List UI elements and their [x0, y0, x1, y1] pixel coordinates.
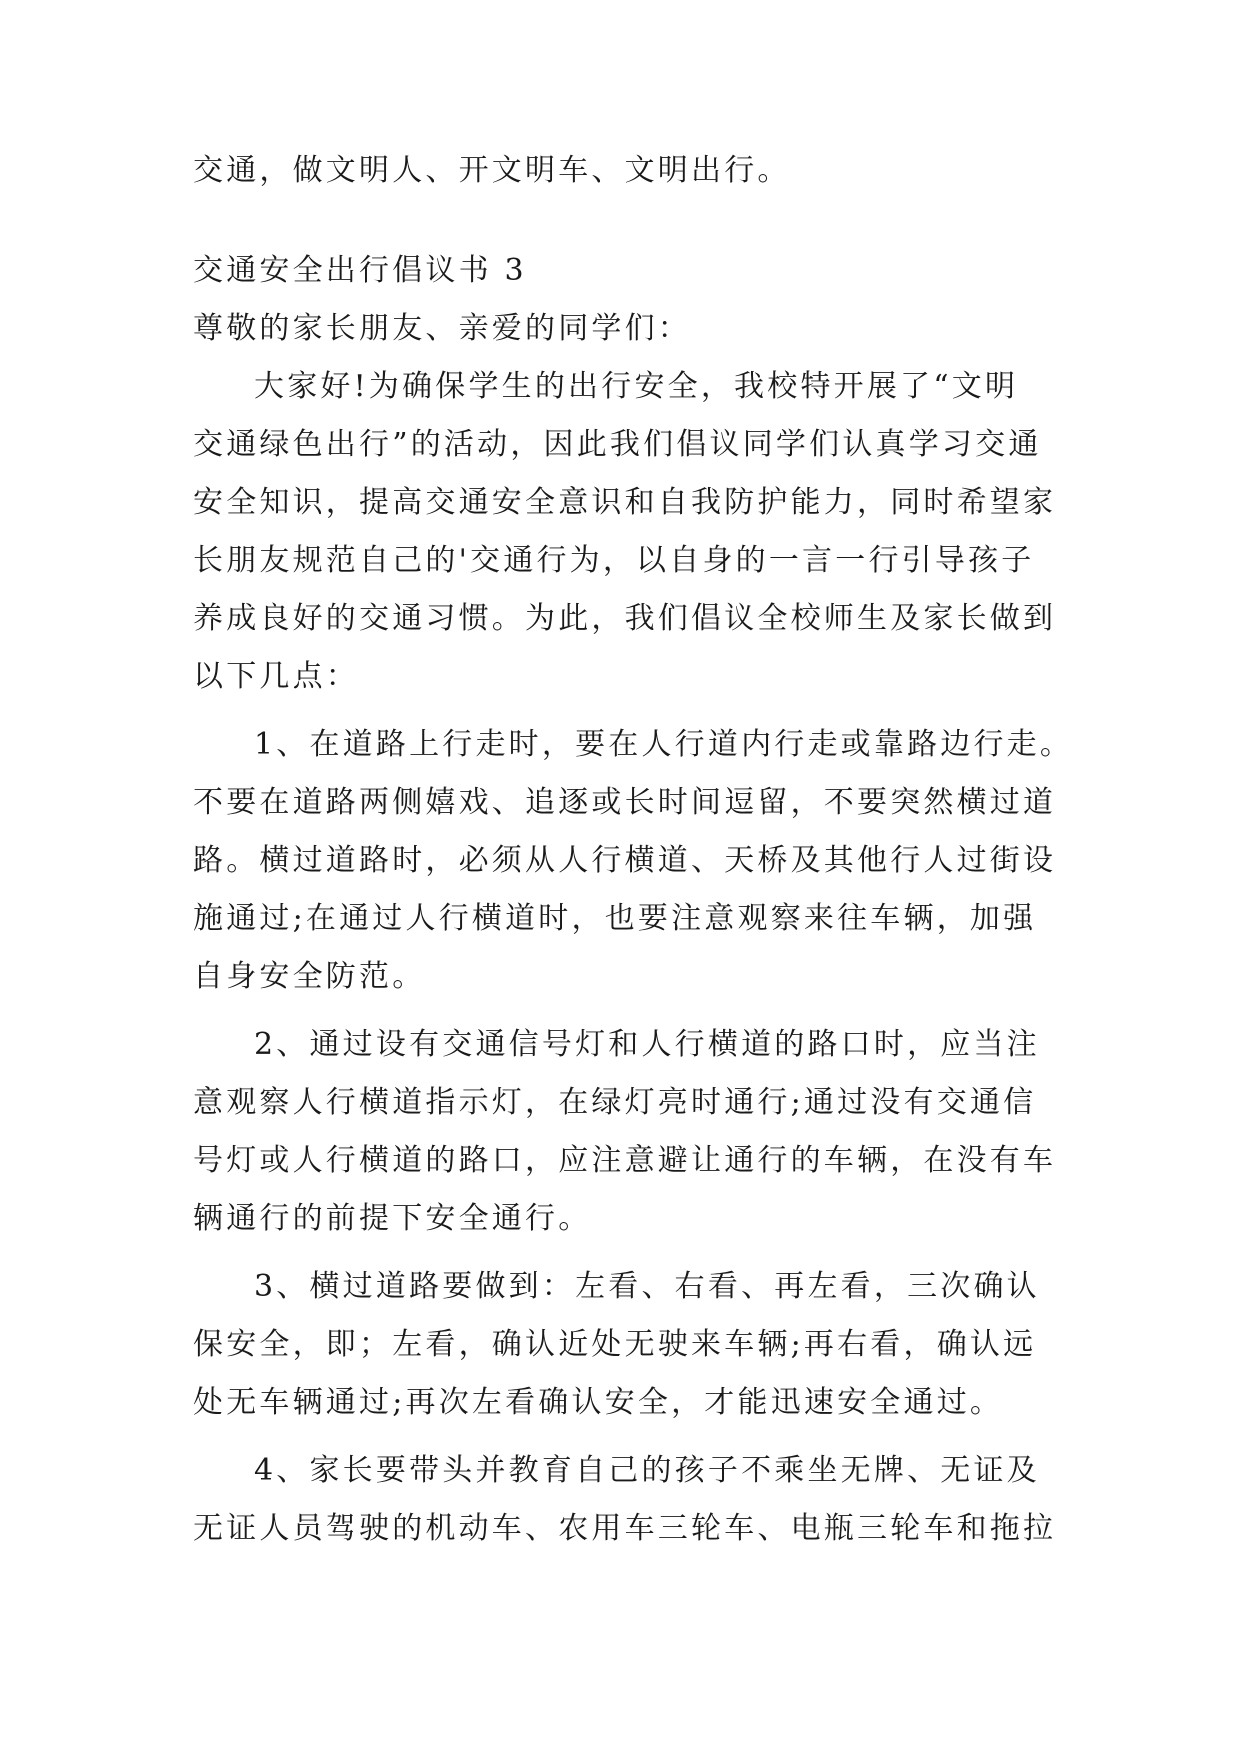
paragraph-5-line-2: 无证人员驾驶的机动车、农用车三轮车、电瓶三轮车和拖拉 — [193, 1511, 1057, 1546]
paragraph-3-line-2: 意观察人行横道指示灯，在绿灯亮时通行;通过没有交通信 — [193, 1085, 1037, 1120]
paragraph-2-line-5: 自身安全防范。 — [193, 959, 426, 994]
paragraph-4-line-2: 保安全，即；左看，确认近处无驶来车辆;再右看，确认远 — [193, 1327, 1037, 1362]
paragraph-2-line-3: 路。横过道路时，必须从人行横道、天桥及其他行人过街设 — [193, 843, 1057, 878]
paragraph-3-line-3: 号灯或人行横道的路口，应注意避让通行的车辆，在没有车 — [193, 1143, 1057, 1178]
continuation-line: 交通，做文明人、开文明车、文明出行。 — [193, 153, 791, 188]
paragraph-1-line-1: 大家好!为确保学生的出行安全，我校特开展了“文明 — [254, 369, 1019, 404]
paragraph-1-line-2: 交通绿色出行”的活动，因此我们倡议同学们认真学习交通 — [193, 427, 1042, 462]
paragraph-2-line-2: 不要在道路两侧嬉戏、追逐或长时间逗留，不要突然横过道 — [193, 785, 1057, 820]
paragraph-2-line-1: 1、在道路上行走时，要在人行道内行走或靠路边行走。 — [254, 727, 1074, 762]
salutation: 尊敬的家长朋友、亲爱的同学们： — [193, 311, 691, 346]
paragraph-3-line-4: 辆通行的前提下安全通行。 — [193, 1201, 592, 1236]
paragraph-1-line-4: 长朋友规范自己的'交通行为，以自身的一言一行引导孩子 — [193, 543, 1035, 578]
paragraph-5-line-1: 4、家长要带头并教育自己的孩子不乘坐无牌、无证及 — [254, 1453, 1040, 1488]
paragraph-4-line-1: 3、横过道路要做到：左看、右看、再左看，三次确认 — [254, 1269, 1040, 1304]
paragraph-2-line-4: 施通过;在通过人行横道时，也要注意观察来往车辆，加强 — [193, 901, 1037, 936]
paragraph-3-line-1: 2、通过设有交通信号灯和人行横道的路口时，应当注 — [254, 1027, 1040, 1062]
paragraph-1-line-6: 以下几点： — [193, 659, 359, 694]
section-title: 交通安全出行倡议书 3 — [193, 253, 527, 288]
paragraph-1-line-5: 养成良好的交通习惯。为此，我们倡议全校师生及家长做到 — [193, 601, 1057, 636]
paragraph-1-line-3: 安全知识，提高交通安全意识和自我防护能力，同时希望家 — [193, 485, 1057, 520]
paragraph-4-line-3: 处无车辆通过;再次左看确认安全，才能迅速安全通过。 — [193, 1385, 1004, 1420]
